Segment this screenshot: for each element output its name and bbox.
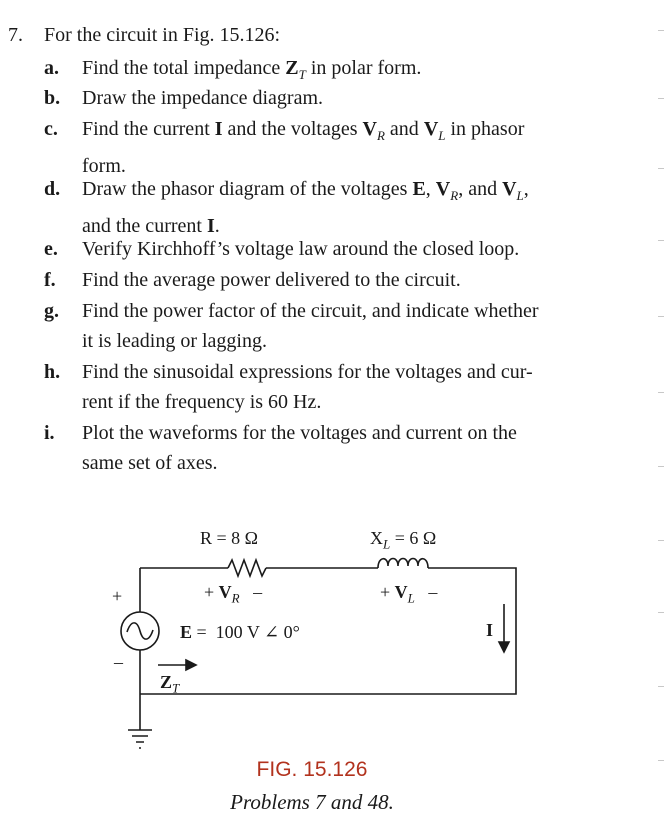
source-plus: + — [112, 586, 123, 606]
resistor-label: R = 8 Ω — [200, 528, 259, 548]
item-text: Find the total impedance $Z_T$ in polar form. — [82, 57, 422, 82]
current-label: I — [486, 620, 494, 640]
item-text: Draw the phasor diagram of the voltages E, $V_R$, and $V_L$, and the current I. — [82, 178, 529, 237]
resistor-symbol — [228, 560, 266, 576]
ground-symbol — [128, 730, 152, 748]
item-text: Find the current I and the voltages $V_R$ and $V_L$ in phasor form. — [82, 118, 525, 177]
item-letter: h. — [44, 361, 61, 383]
item-text: Draw the impedance diagram. — [82, 87, 324, 109]
item-letter: e. — [44, 238, 58, 260]
item-text: Find the power factor of the circuit, and indicate whether it is leading or lagging. — [82, 300, 539, 352]
inductor-label: $X_L = 6$ Ω — [370, 528, 437, 552]
item-letter: c. — [44, 118, 58, 140]
item-text: Verify Kirchhoff’s voltage law around the closed loop. — [82, 238, 520, 260]
inductor-symbol — [378, 559, 428, 569]
vr-label: + $V_R$ – — [204, 582, 263, 606]
item-letter: a. — [44, 57, 59, 79]
item-text: Plot the waveforms for the voltages and current on the same set of axes. — [82, 422, 517, 474]
source-minus: – — [114, 652, 123, 672]
item-text: Find the average power delivered to the circuit. — [82, 269, 461, 291]
item-letter: f. — [44, 269, 56, 291]
zt-arrow-head — [186, 660, 196, 670]
zt-label: $Z_T$ — [160, 672, 180, 696]
vl-label: + $V_L$ – — [380, 582, 438, 606]
figure-title: FIG. 15.126 — [256, 758, 368, 781]
item-letter: g. — [44, 300, 59, 322]
source-label: E = 100 V ∠ 0° — [180, 622, 300, 642]
current-arrow-head — [499, 642, 509, 652]
item-letter: b. — [44, 87, 61, 109]
item-text: Find the sinusoidal expressions for the voltages and cur- rent if the frequency is 60 Hz. — [82, 361, 533, 413]
sine-icon — [127, 623, 153, 639]
item-letter: i. — [44, 422, 55, 444]
figure-subtitle: Problems 7 and 48. — [230, 790, 394, 814]
problem-intro: For the circuit in Fig. 15.126: — [44, 24, 281, 46]
item-letter: d. — [44, 178, 61, 200]
problem-number: 7. — [8, 24, 23, 46]
